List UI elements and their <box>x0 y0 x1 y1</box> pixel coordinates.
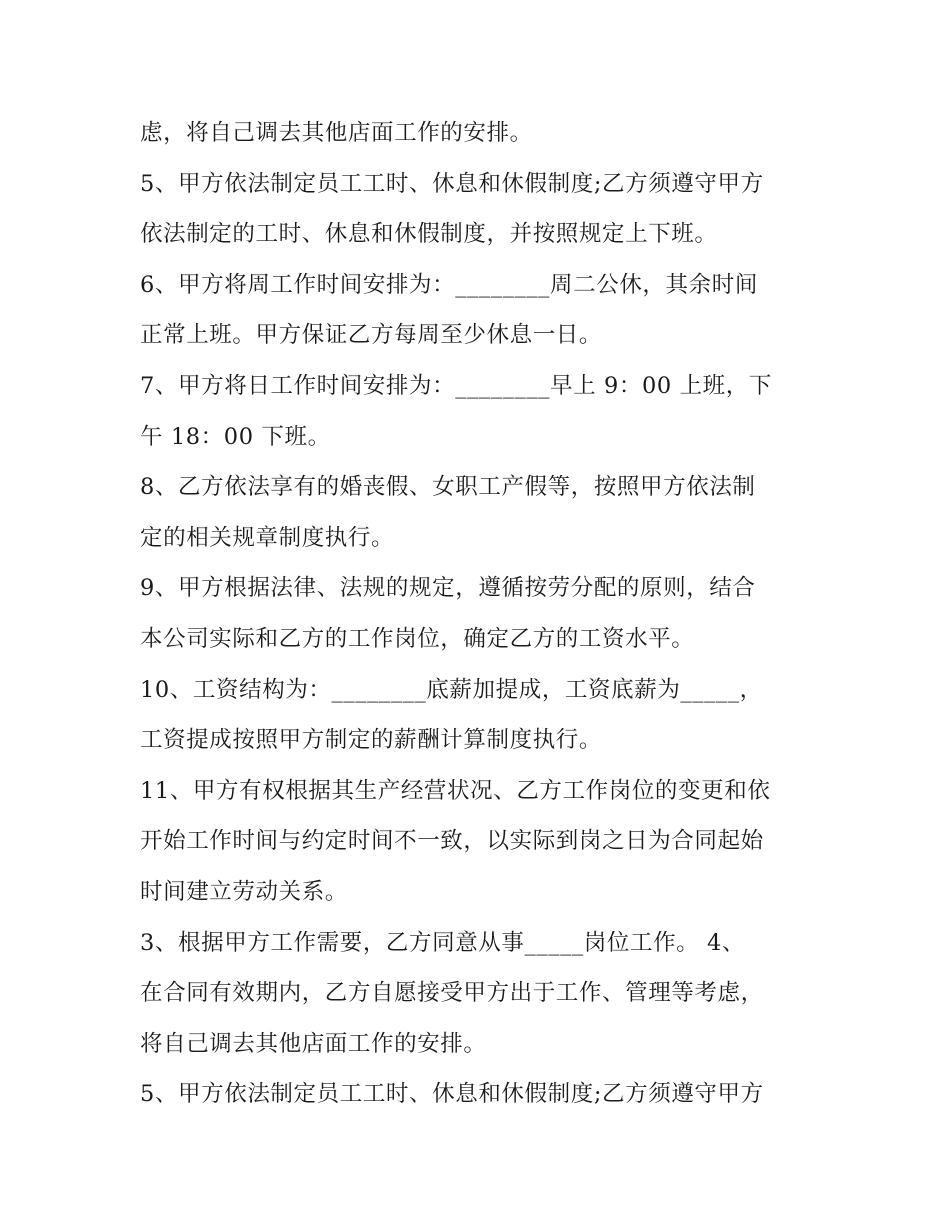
text-line: 8、乙方依法享有的婚丧假、女职工产假等，按照甲方依法制 <box>140 474 756 501</box>
text-line: 9、甲方根据法律、法规的规定，遵循按劳分配的原则，结合 <box>140 575 756 602</box>
text-line: 时间建立劳动关系。 <box>140 878 348 905</box>
text-line: 虑，将自己调去其他店面工作的安排。 <box>140 120 533 146</box>
text-line: 工资提成按照甲方制定的薪酬计算制度执行。 <box>140 727 603 754</box>
text-line: 在合同有效期内，乙方自愿接受甲方出于工作、管理等考虑， <box>140 980 764 1007</box>
text-line: 本公司实际和乙方的工作岗位，确定乙方的工资水平。 <box>140 625 695 652</box>
text-line: 5、甲方依法制定员工工时、休息和休假制度;乙方须遵守甲方 <box>140 170 764 197</box>
text-line: 正常上班。甲方保证乙方每周至少休息一日。 <box>140 322 603 349</box>
text-line: 11、甲方有权根据其生产经营状况、乙方工作岗位的变更和依 <box>140 777 771 804</box>
text-line: 将自己调去其他店面工作的安排。 <box>140 1030 487 1057</box>
text-line: 7、甲方将日工作时间安排为：________早上 9：00 上班，下 <box>140 372 772 399</box>
document-body <box>140 108 830 1120</box>
text-line: 6、甲方将周工作时间安排为：________周二公休，其余时间 <box>140 271 758 298</box>
text-line: 3、根据甲方工作需要，乙方同意从事_____岗位工作。 4、 <box>140 929 746 956</box>
text-line: 午 18：00 下班。 <box>140 423 331 450</box>
text-line: 依法制定的工时、休息和休假制度，并按照规定上下班。 <box>140 221 718 248</box>
text-line: 定的相关规章制度执行。 <box>140 524 395 551</box>
text-line: 开始工作时间与约定时间不一致，以实际到岗之日为合同起始 <box>140 828 764 855</box>
text-line: 5、甲方依法制定员工工时、休息和休假制度;乙方须遵守甲方 <box>140 1081 764 1108</box>
text-line: 10、工资结构为：________底薪加提成，工资底薪为_____， <box>140 676 763 703</box>
